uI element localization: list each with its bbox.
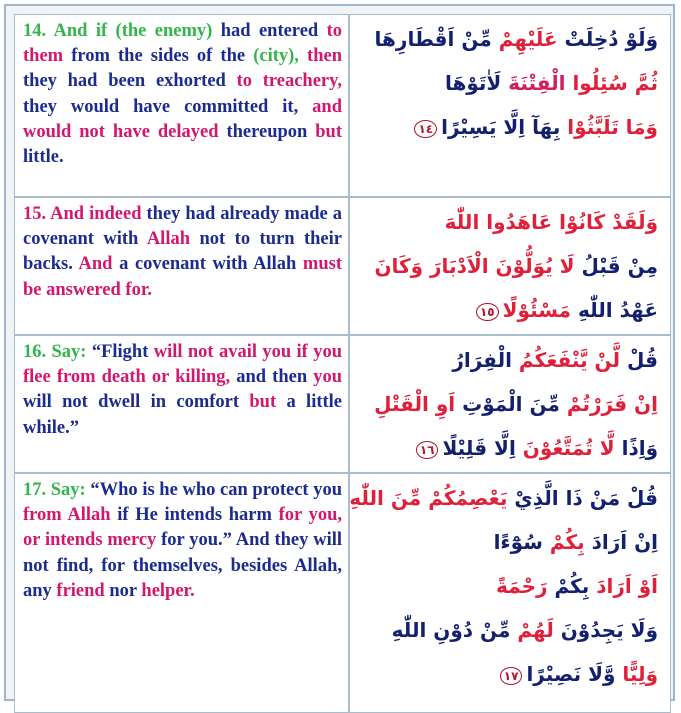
translation-segment: or intends mercy (23, 530, 157, 551)
translation-segment: helper. (136, 580, 195, 601)
arabic-segment: عَلَيْهِمْ (498, 27, 558, 51)
translation-segment: if He intends harm (110, 505, 272, 526)
verse-row (14, 197, 671, 335)
arabic-segment: يَعْصِمُكُمْ (428, 486, 508, 510)
arabic-text (349, 197, 671, 335)
arabic-segment: بِهَآ اِلَّا يَسِيْرًا (441, 115, 561, 139)
arabic-segment: مِّنْ اَقْطَارِهَا (374, 27, 499, 51)
arabic-segment: اَوِ الْقَتْلِ (374, 392, 463, 416)
verse-number-marker: ١٧ (500, 667, 523, 685)
translation-segment: they would have committed it, (23, 96, 299, 117)
arabic-segment: لَا يُوَلُّوْنَ الْاَدْبَارَ (430, 254, 575, 278)
translation-segment: friend (51, 580, 105, 601)
arabic-segment: وَلِيًّا (615, 662, 658, 686)
translation-segment: and would not have delayed (23, 96, 342, 142)
translation-segment: but (249, 392, 277, 413)
translation-segment: to them (23, 21, 343, 67)
translation-segment: had entered (212, 21, 327, 41)
verse-table-frame (4, 4, 675, 701)
verse-row (14, 473, 671, 713)
translation-segment: for you.” (156, 530, 232, 551)
translation-segment: from the sides of the (63, 46, 254, 67)
arabic-text (349, 473, 671, 713)
verse-table (14, 14, 671, 713)
arabic-segment: وَّلَا نَصِيْرًا (526, 662, 616, 686)
arabic-segment: وَلَقَدْ كَانُوْا عَاهَدُوا اللّٰهَ (444, 210, 658, 234)
arabic-segment: مِنْ قَبْلُ (574, 254, 658, 278)
verse-number-marker: ١٤ (414, 120, 437, 138)
arabic-segment: اِنْ اَرَادَ (584, 530, 658, 554)
arabic-segment: لَهُمْ (517, 618, 554, 642)
arabic-line (360, 608, 658, 652)
arabic-segment: اِلَّا قَلِيْلًا (442, 436, 523, 460)
arabic-line (360, 564, 658, 608)
translation-segment: but (315, 121, 342, 142)
arabic-line (360, 105, 658, 149)
translation-segment: 15. And indeed (23, 204, 142, 224)
translation-segment: not to turn their backs. (23, 229, 342, 275)
arabic-segment: وَلَوْ دُخِلَتْ (557, 27, 658, 51)
english-translation (14, 473, 349, 713)
arabic-segment: بِكُمْ (554, 574, 590, 598)
translation-segment: a covenant with Allah (112, 254, 303, 275)
arabic-segment: وَكَانَ (374, 254, 431, 278)
translation-segment: “Flight (86, 342, 149, 362)
arabic-line (360, 288, 658, 332)
arabic-segment: رَحْمَةً (496, 574, 555, 598)
translation-segment: for you, (271, 505, 343, 526)
arabic-line (360, 652, 658, 696)
arabic-line (360, 426, 658, 470)
arabic-segment: مِّنَ الْمَوْتِ (462, 392, 560, 416)
translation-segment: 14. And if (23, 21, 116, 41)
arabic-line (360, 244, 658, 288)
translation-segment: they had already made a covenant with (23, 204, 342, 250)
arabic-line (360, 61, 658, 105)
translation-segment: And (72, 254, 113, 275)
arabic-segment: ثُمَّ سُئِلُوا (565, 71, 658, 95)
translation-segment: “Who is he who can protect you (85, 480, 342, 500)
arabic-segment: وَمَا تَلَبَّثُوْا (560, 115, 658, 139)
translation-segment: little. (23, 147, 64, 168)
arabic-segment: مِّنْ دُوْنِ اللّٰهِ (391, 618, 518, 642)
translation-segment: thereupon (218, 121, 316, 142)
translation-segment: to treachery, (236, 71, 342, 92)
translation-segment: from Allah (23, 505, 111, 526)
translation-segment: (the enemy) (115, 21, 213, 41)
arabic-text (349, 14, 671, 197)
arabic-line (360, 382, 658, 426)
translation-segment: will not avail you (148, 342, 292, 362)
arabic-line (360, 520, 658, 564)
translation-segment: flee from death or killing, (23, 367, 231, 388)
translation-segment: and then (230, 367, 308, 388)
translation-segment: they had been exhorted (23, 71, 237, 92)
translation-segment: nor (104, 580, 137, 601)
arabic-line (349, 476, 658, 520)
arabic-segment: وَاِذًا (614, 436, 658, 460)
arabic-line (360, 200, 658, 244)
verse-row (14, 14, 671, 197)
arabic-segment: لَّا تُمَتَّعُوْنَ (522, 436, 615, 460)
translation-segment: 16. Say: (23, 342, 87, 362)
verse-row (14, 335, 671, 473)
english-translation (14, 197, 349, 335)
arabic-segment: قُلْ مَنْ ذَا الَّذِيْ (507, 486, 658, 510)
arabic-line (360, 338, 658, 382)
arabic-segment: بِكُمْ (549, 530, 585, 554)
arabic-segment: مَسْئُوْلًا (502, 298, 571, 322)
arabic-text (349, 335, 671, 473)
translation-segment: will not dwell in comfort (23, 392, 250, 413)
arabic-segment: اِنْ فَرَرْتُمْ (559, 392, 658, 416)
translation-segment: (city), (253, 46, 299, 67)
english-translation (14, 14, 349, 197)
translation-segment: if you (291, 342, 342, 362)
arabic-segment: الْفِرَارُ (452, 348, 519, 372)
arabic-segment: اَوْ اَرَادَ (589, 574, 658, 598)
verse-number-marker: ١٦ (416, 441, 439, 459)
english-translation (14, 335, 349, 473)
arabic-segment: قُلْ (620, 348, 658, 372)
arabic-segment: الْفِتْنَةَ (508, 71, 566, 95)
translation-segment: And they will not find, for themselves, besides Allah, any (23, 530, 343, 601)
arabic-segment: لَّنْ يَّنْفَعَكُمُ (518, 348, 621, 372)
arabic-line (360, 17, 658, 61)
translation-segment: 17. Say: (23, 480, 86, 500)
verse-number-marker: ١٥ (476, 303, 499, 321)
translation-segment: Allah (146, 229, 190, 250)
arabic-segment: سُوْٓءًا (493, 530, 550, 554)
translation-segment: a little while.” (23, 392, 343, 438)
arabic-segment: مِّنَ اللّٰهِ (349, 486, 429, 510)
arabic-segment: عَهْدُ اللّٰهِ (570, 298, 658, 322)
arabic-segment: وَلَا يَجِدُوْنَ (553, 618, 658, 642)
translation-segment: must be answered for. (23, 254, 342, 300)
arabic-segment: لَاٰتَوْهَا (444, 71, 509, 95)
translation-segment: you (307, 367, 342, 388)
translation-segment: then (298, 46, 342, 67)
